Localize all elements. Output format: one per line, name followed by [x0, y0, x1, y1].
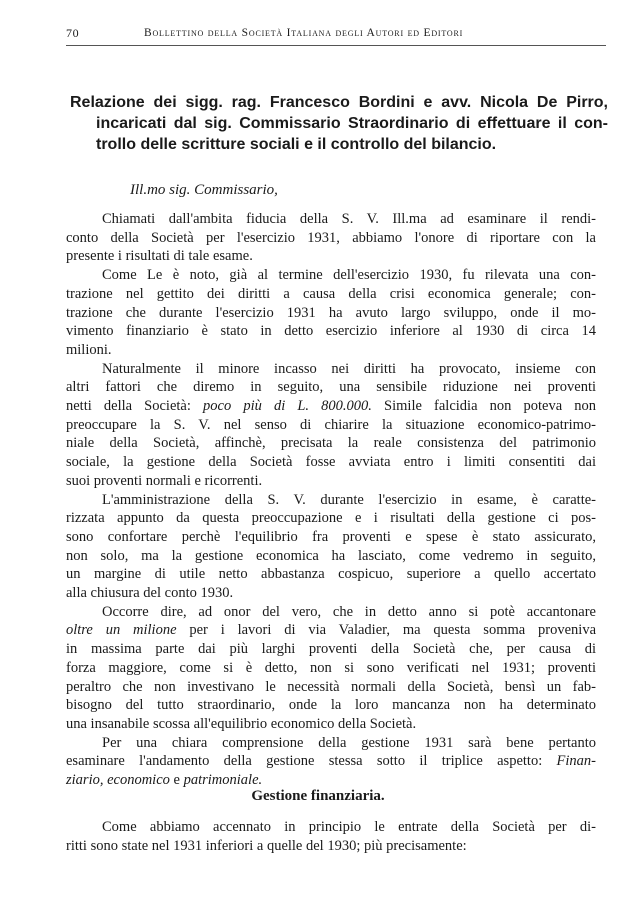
text-line [66, 771, 596, 790]
text-line: Naturalmente il minore incasso nei diritti ha provocato, insieme con [102, 360, 596, 377]
heading-line: Relazione dei sigg. rag. Francesco Bordini e avv. Nicola De Pirro, [70, 94, 608, 111]
text-line: milioni. [66, 341, 112, 358]
text-line: in massima parte dai più larghi proventi della Società che, per causa di [66, 641, 596, 658]
header-rule [66, 45, 606, 46]
text-line: suoi proventi normali e ricorrenti. [66, 472, 263, 489]
text-run: netti della Società: [66, 398, 191, 415]
emphasis-term: ziario, economico [66, 772, 170, 789]
text-line [66, 397, 596, 416]
page-number: 70 [66, 26, 80, 40]
report-heading [70, 92, 608, 155]
emphasis-term: Finan- [556, 753, 597, 770]
text-line: una insanabile scossa all'equilibrio economico della Società. [66, 715, 417, 732]
text-line: Chiamati dall'ambita fiducia della S. V. Ill.ma ad esaminare il rendi- [102, 211, 596, 227]
text-line: trazione che durante l'esercizio 1931 ha avuto largo sviluppo, onde il mo- [66, 304, 596, 321]
text-line: Come abbiamo accennato in principio le entrate della Società per di- [102, 819, 596, 835]
text-line: ritti sono state nel 1931 inferiori a quelle del 1930; più precisamente: [66, 837, 467, 854]
text-line: Occorre dire, ad onor del vero, che in detto anno si potè accantonare [102, 603, 596, 620]
text-line: niale della Società, affinchè, precisata la reale consistenza del patrimonio [66, 435, 596, 452]
text-line: peraltro che non investivano le necessità normali della Società, bensì un fab- [66, 678, 596, 695]
text-line: un margine di utile netto abbastanza cospicuo, superiore a quello accertato [66, 566, 596, 583]
text-line: altri fattori che diremo in seguito, una sensibile riduzione nei proventi [66, 379, 596, 396]
text-run: per i lavori di via Valadier, ma questa somma proveniva [189, 622, 597, 639]
text-line: conto della Società per l'esercizio 1931, abbiamo l'onore di riportare con la [66, 229, 596, 246]
text-line: vimento finanziario è stato in detto esercizio inferiore al 1930 di circa 14 [66, 323, 596, 340]
text-line: presente i risultati di tale esame. [66, 248, 253, 265]
text-run: esaminare l'andamento della gestione stessa sotto il triplice aspetto: [66, 753, 543, 770]
text-line: sociale, la gestione della Società fosse avviata entro i limiti consentiti dai [66, 454, 596, 471]
journal-title: Bollettino della Società Italiana degli Autori ed Editori [144, 27, 464, 39]
text-line [66, 621, 596, 640]
section-title: Gestione finanziaria. [251, 788, 385, 804]
section-body-text [66, 818, 596, 855]
text-line: rizzata appunto da questa preoccupazione e i risultati della gestione ci pos- [66, 510, 596, 527]
text-line: alla chiusura del conto 1930. [66, 585, 234, 602]
body-text [66, 210, 596, 790]
text-line: L'amministrazione della S. V. durante l'esercizio in esame, è caratte- [102, 491, 596, 508]
text-line: forza maggiore, come si è detto, non si sono verificati nel 1931; proventi [66, 659, 596, 676]
heading-line: trollo delle scritture sociali e il controllo del bilancio. [96, 136, 497, 153]
text-line: preoccupare la S. V. nel senso di chiarire la situazione economico-patrimo- [66, 416, 596, 433]
text-line: sono confortare perchè l'equilibrio fra proventi e spese è stato assicurato, [66, 528, 596, 545]
text-line: bisogno del tutto straordinario, onde la loro mancanza non ha determinato [66, 697, 596, 714]
text-line: Come Le è noto, già al termine dell'esercizio 1930, fu rilevata una con- [102, 267, 596, 284]
text-line: Per una chiara comprensione della gestione 1931 sarà bene pertanto [102, 734, 596, 751]
emphasis-term: patrimoniale. [183, 772, 263, 789]
salutation: Ill.mo sig. Commissario, [130, 182, 278, 198]
text-run: Simile falcidia non poteva non [384, 398, 596, 415]
text-line: non solo, ma la gestione economica ha lasciato, come vedremo in seguito, [66, 547, 596, 564]
heading-line: incaricati dal sig. Commissario Straordinario di effettuare il con- [96, 115, 608, 132]
text-run: e [173, 772, 180, 789]
emphasis-amount: oltre un milione [66, 622, 177, 639]
text-line [66, 752, 596, 771]
text-line: trazione nel gettito dei diritti a causa della crisi economica generale; con- [66, 285, 596, 302]
emphasis-amount: poco più di L. 800.000. [203, 398, 372, 415]
